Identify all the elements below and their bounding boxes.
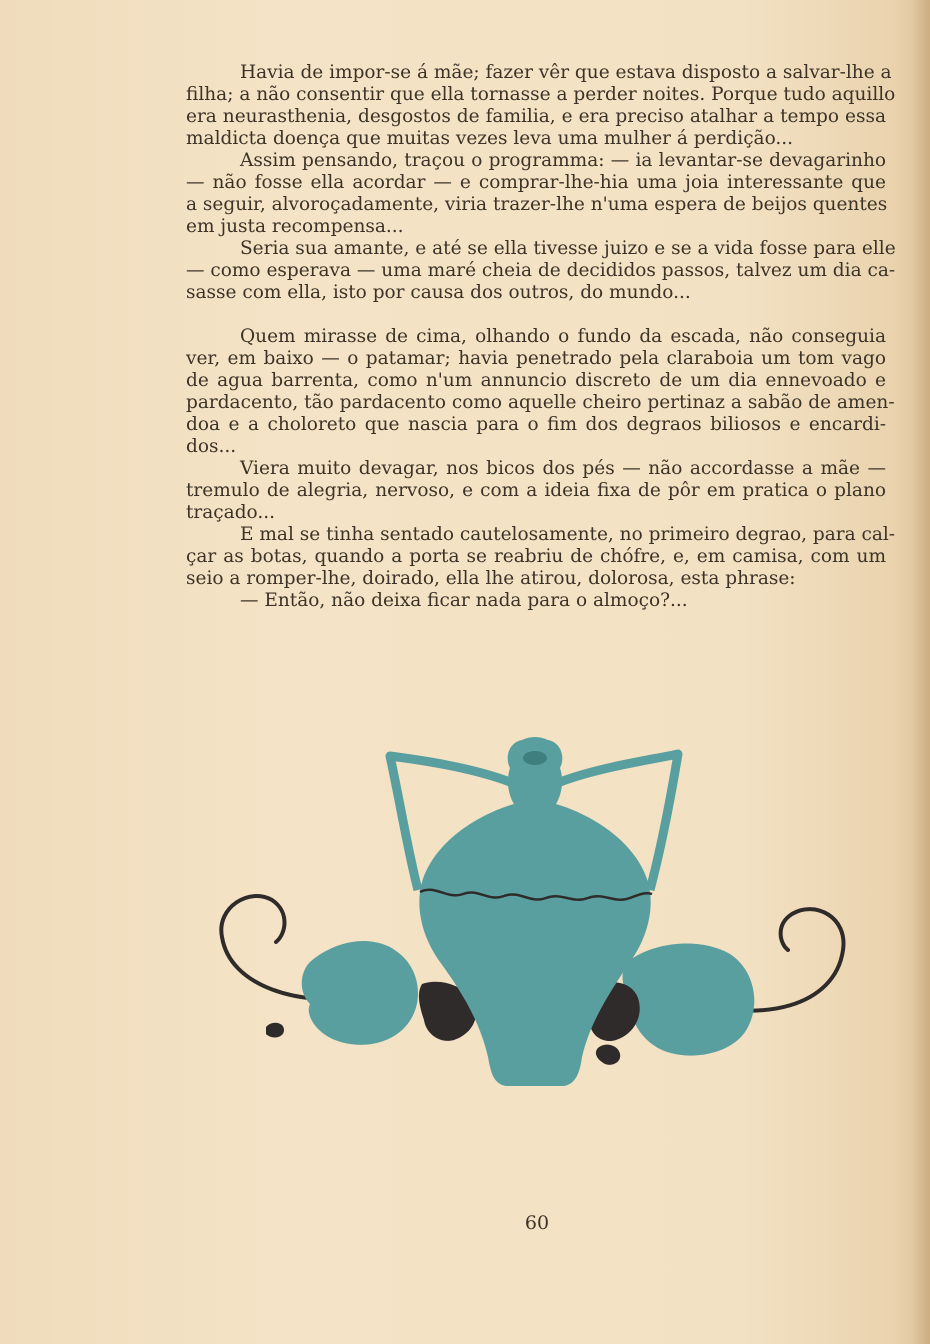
text-line: Quem mirasse de cima, olhando o fundo da escada, não conseguia	[240, 326, 886, 347]
text-line: Viera muito devagar, nos bicos dos pés — não accordasse a mãe —	[240, 458, 886, 479]
text-line: traçado...	[186, 502, 275, 523]
text-line: Assim pensando, traçou o programma: — ia levantar-se devagarinho	[240, 150, 886, 171]
text-line: era neurasthenia, desgostos de familia, e era preciso atalhar a tempo essa	[186, 106, 886, 127]
amphora-mouth	[523, 751, 547, 765]
left-leaf	[302, 941, 418, 1045]
paragraph	[186, 326, 895, 458]
section-break	[186, 304, 886, 326]
amphora-with-leaves-vignette	[210, 722, 860, 1102]
text-line: — como esperava — uma maré cheia de decididos passos, talvez um dia ca-	[186, 260, 896, 281]
text-line: seio a romper-lhe, doirado, ella lhe atirou, dolorosa, esta phrase:	[186, 568, 796, 589]
text-line: çar as botas, quando a porta se reabriu de chófre, e, em camisa, com um	[186, 546, 886, 567]
text-line: de agua barrenta, como n'um annuncio discreto de um dia ennevoado e	[186, 370, 886, 391]
text-line: E mal se tinha sentado cautelosamente, no primeiro degrao, para cal-	[240, 524, 896, 545]
page-number: 60	[524, 1212, 550, 1234]
right-leaf	[623, 944, 755, 1056]
paragraph	[186, 62, 896, 150]
right-drop	[596, 1045, 620, 1065]
page-edge-shadow	[912, 0, 930, 1344]
left-drop	[266, 1023, 284, 1038]
text-line: sasse com ella, isto por causa dos outros, do mundo...	[186, 282, 691, 303]
text-line: Havia de impor-se á mãe; fazer vêr que estava disposto a salvar-lhe a	[240, 62, 892, 83]
text-line: dos...	[186, 436, 237, 457]
paragraph	[186, 458, 886, 524]
text-line: Seria sua amante, e até se ella tivesse juizo e se a vida fosse para elle	[240, 238, 896, 259]
text-line: em justa recompensa...	[186, 216, 404, 237]
paragraph	[186, 150, 886, 238]
text-line: tremulo de alegria, nervoso, e com a ideia fixa de pôr em pratica o plano	[186, 480, 886, 501]
text-line: pardacento, tão pardacento como aquelle cheiro pertinaz a sabão de amen-	[186, 392, 895, 413]
text-line: — Então, não deixa ficar nada para o almoço?...	[240, 590, 688, 611]
text-line: doa e a choloreto que nascia para o fim dos degraos biliosos e encardi-	[186, 414, 886, 435]
text-line: filha; a não consentir que ella tornasse a perder noites. Porque tudo aquillo	[186, 84, 896, 105]
body-text	[186, 62, 896, 612]
paragraph	[186, 590, 886, 612]
paragraph	[186, 238, 896, 304]
text-line: maldicta doença que muitas vezes leva uma mulher á perdição...	[186, 128, 794, 149]
text-line: — não fosse ella acordar — e comprar-lhe-hia uma joia interessante que	[186, 172, 886, 193]
text-line: a seguir, alvoroçadamente, viria trazer-lhe n'uma espera de beijos quentes	[186, 194, 888, 215]
text-line: ver, em baixo — o patamar; havia penetrado pela claraboia um tom vago	[186, 348, 886, 369]
paragraph	[186, 524, 896, 590]
